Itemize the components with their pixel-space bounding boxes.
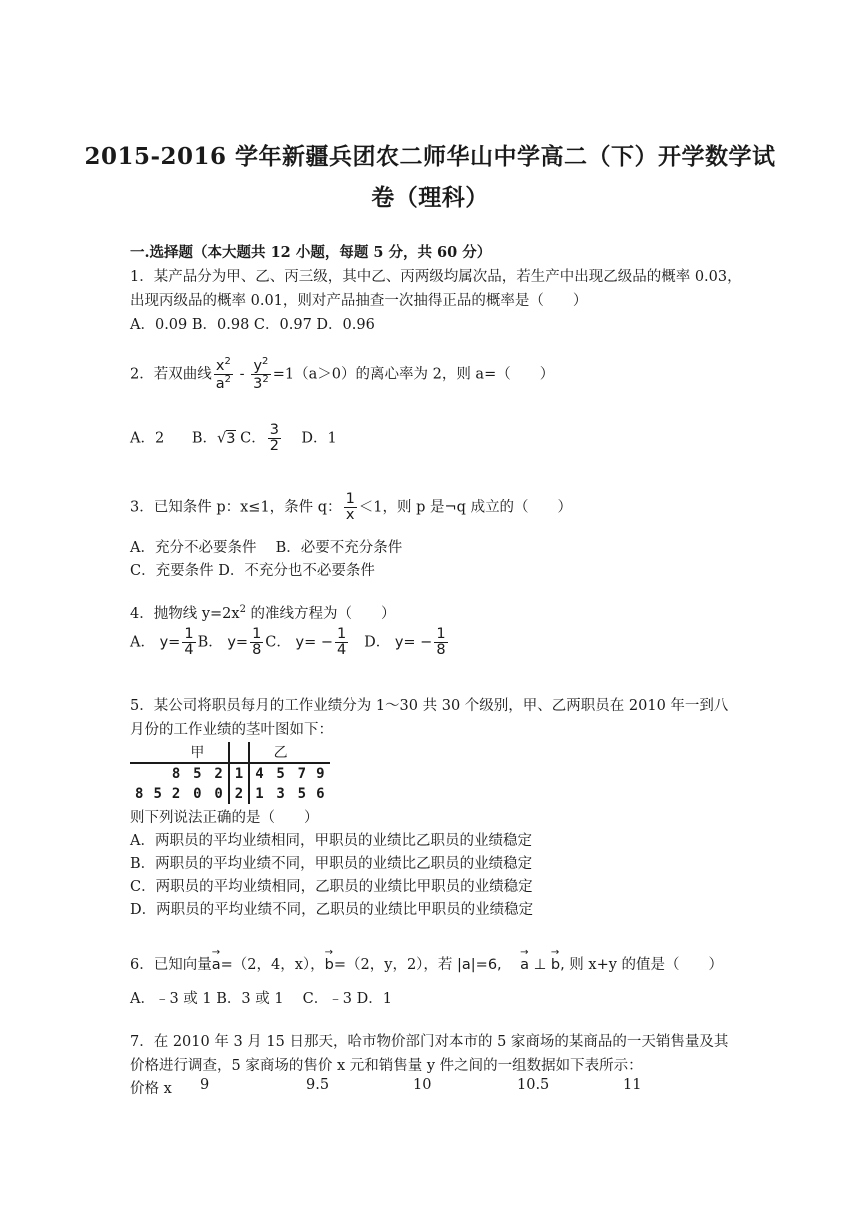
q3-suffix: ＜1，则 p 是¬q 成立的（ ） (358, 499, 573, 516)
leaf-right: 4 (255, 766, 264, 782)
q5-option-b: B．两职员的平均业绩不同，甲职员的业绩比乙职员的业绩稳定 (130, 856, 533, 872)
stem-leaf-header (130, 742, 330, 763)
q6-abs-condition: |a|=6, (457, 957, 502, 973)
leaf-left: 2 (214, 766, 223, 782)
q4-text-post: 的准线方程为（ ） (245, 606, 396, 622)
q2-f2-num-sup: 2 (262, 356, 269, 367)
q2-f1-num: x (215, 357, 225, 374)
q2-option-a: A．2 (130, 430, 165, 447)
q4-option-c-fraction (335, 627, 348, 658)
q3-fraction (344, 492, 357, 523)
q1-text-line2: 出现丙级品的概率 0.01，则对产品抽查一次抽得正品的概率是（ ） (130, 293, 588, 309)
price-row-label: 价格 x (130, 1081, 172, 1097)
q2-f1-num-sup: 2 (224, 356, 231, 367)
q4-option-b-label: B． (197, 634, 223, 651)
q3-den: x (345, 507, 355, 524)
q5-option-d: D．两职员的平均业绩不同，乙职员的业绩比甲职员的业绩稳定 (130, 902, 534, 918)
sqrt-icon: √ (217, 430, 227, 447)
page-title-continued: 卷（理科） (371, 184, 489, 211)
q4-option-c-pre: y= − (295, 634, 334, 651)
q5-option-a: A．两职员的平均业绩相同，甲职员的业绩比乙职员的业绩稳定 (130, 833, 532, 849)
leaf-left: 2 (171, 786, 181, 802)
q4-b-num: 1 (252, 626, 262, 642)
stem-value: 1 (229, 763, 249, 784)
q3-prefix: 3．已知条件 p：x≤1，条件 q： (130, 499, 342, 516)
q2-fraction-x (214, 357, 233, 392)
stem-leaf-row (130, 784, 330, 804)
q2-c-den: 2 (269, 438, 279, 455)
q5-text-line2: 月份的工作业绩的茎叶图如下： (130, 722, 333, 738)
q2-sqrt-value: 3 (226, 430, 236, 447)
q4-option-a-pre: y= (159, 634, 181, 651)
leaf-left: 8 (135, 786, 144, 802)
q2-suffix: =1（a＞0）的离心率为 2，则 a=（ ） (272, 366, 555, 383)
q4-option-a-fraction (182, 627, 195, 658)
price-cell: 10.5 (517, 1077, 550, 1093)
q4-c-num: 1 (337, 626, 347, 642)
q6-perp-a: → a (520, 957, 529, 973)
stem-header-left: 甲 (185, 742, 209, 763)
q6-vector-a: → a (212, 957, 221, 973)
page-title: 2015-2016 学年新疆兵团农二师华山中学高二（下）开学数学试 (84, 143, 776, 170)
leaf-left: 5 (153, 786, 162, 802)
q3-options-line1: A．充分不必要条件 B．必要不充分条件 (130, 540, 403, 556)
price-cell: 11 (623, 1077, 642, 1093)
stem-leaf-plot (130, 742, 330, 804)
q2-f1-den: a (215, 375, 225, 392)
q4-d-num: 1 (436, 626, 446, 642)
price-cell: 9.5 (306, 1077, 330, 1093)
section-heading: 一.选择题（本大题共 12 小题，每题 5 分，共 60 分） (130, 244, 492, 261)
q6-part3: =（2，y，2），若 (333, 957, 453, 973)
q4-text-pre: 4．抛物线 y=2x (130, 606, 240, 622)
q4-option-d-pre: y= − (394, 634, 433, 651)
q6-vector-b: → b (325, 957, 334, 973)
leaf-left: 5 (193, 766, 202, 782)
q3-text (130, 492, 572, 523)
q2-f2-num: y (253, 357, 263, 374)
leaf-left (148, 763, 166, 784)
q6-text (130, 953, 723, 974)
price-cell: 9 (200, 1077, 210, 1093)
q2-text (130, 357, 554, 392)
perpendicular-icon: ⊥ (529, 957, 551, 973)
q2-options (130, 423, 337, 454)
q4-option-a-label: A． (130, 634, 155, 651)
q4-d-den: 8 (436, 642, 446, 659)
q5-option-c: C．两职员的平均业绩相同，乙职员的业绩比甲职员的业绩稳定 (130, 879, 533, 895)
q7-text-line1: 7．在 2010 年 3 月 15 日那天，哈市物价部门对本市的 5 家商场的某商品的一天销售量及其 (130, 1034, 729, 1050)
q6-part2: =（2，4，x）， (220, 957, 325, 973)
q4-text-sup: 2 (239, 604, 246, 616)
leaf-right: 1 (255, 786, 264, 802)
q4-option-b-fraction (250, 627, 263, 658)
leaf-left: 8 (171, 766, 181, 782)
q4-text (130, 602, 396, 623)
leaf-left (130, 763, 148, 784)
q4-a-den: 4 (184, 642, 194, 659)
price-cell: 10 (413, 1077, 432, 1093)
q4-b-den: 8 (252, 642, 262, 659)
stem-leaf-row (130, 763, 330, 784)
q2-f2-den-sup: 2 (262, 374, 269, 386)
q2-fraction-y (251, 357, 271, 392)
q2-minus: - (235, 366, 250, 383)
q2-option-d: D．1 (301, 430, 337, 447)
q6-perp-b: → b, (551, 957, 565, 973)
leaf-left: 0 (214, 786, 223, 802)
q2-prefix: 2．若双曲线 (130, 366, 212, 383)
q2-option-c-fraction (268, 423, 281, 454)
q6-options: A．﹣3 或 1 B．3 或 1 C．﹣3 D．1 (130, 991, 392, 1007)
q6-part1: 6．已知向量 (130, 957, 212, 973)
q6-part4: 则 x+y 的值是（ ） (564, 957, 724, 973)
leaf-left: 0 (193, 786, 202, 802)
q4-a-num: 1 (184, 626, 194, 642)
q1-options: A．0.09 B．0.98 C．0.97 D．0.96 (130, 317, 375, 333)
leaf-right: 9 (316, 766, 325, 782)
q4-option-c-label: C． (265, 634, 291, 651)
stem-header-right: 乙 (269, 742, 293, 763)
q2-f1-den-sup: 2 (224, 374, 231, 386)
q2-option-b: B． (191, 430, 218, 447)
q1-text-line1: 1．某产品分为甲、乙、丙三级，其中乙、丙两级均属次品，若生产中出现乙级品的概率 0.03， (130, 269, 742, 285)
q2-option-c: C． (240, 430, 266, 447)
q3-options-line2: C．充要条件 D．不充分也不必要条件 (130, 563, 375, 579)
q3-num: 1 (345, 491, 355, 507)
q4-option-d-fraction (434, 627, 447, 658)
q4-options (130, 627, 450, 658)
leaf-right: 6 (316, 786, 325, 802)
q4-option-b-pre: y= (227, 634, 249, 651)
stem-value: 2 (229, 784, 249, 804)
q7-text-line2: 价格进行调查，5 家商场的售价 x 元和销售量 y 件之间的一组数据如下表所示： (130, 1058, 643, 1074)
leaf-right: 5 (276, 766, 285, 782)
q5-question: 则下列说法正确的是（ ） (130, 810, 319, 826)
leaf-right: 3 (276, 786, 285, 802)
q4-c-den: 4 (337, 642, 347, 659)
q2-c-num: 3 (269, 422, 279, 438)
q2-f2-den: 3 (253, 375, 263, 392)
leaf-right: 7 (297, 766, 307, 782)
leaf-right: 5 (297, 786, 307, 802)
q4-option-d-label: D． (364, 634, 391, 651)
q5-text-line1: 5．某公司将职员每月的工作业绩分为 1～30 共 30 个级别，甲、乙两职员在 2010 年一到八 (130, 698, 729, 714)
